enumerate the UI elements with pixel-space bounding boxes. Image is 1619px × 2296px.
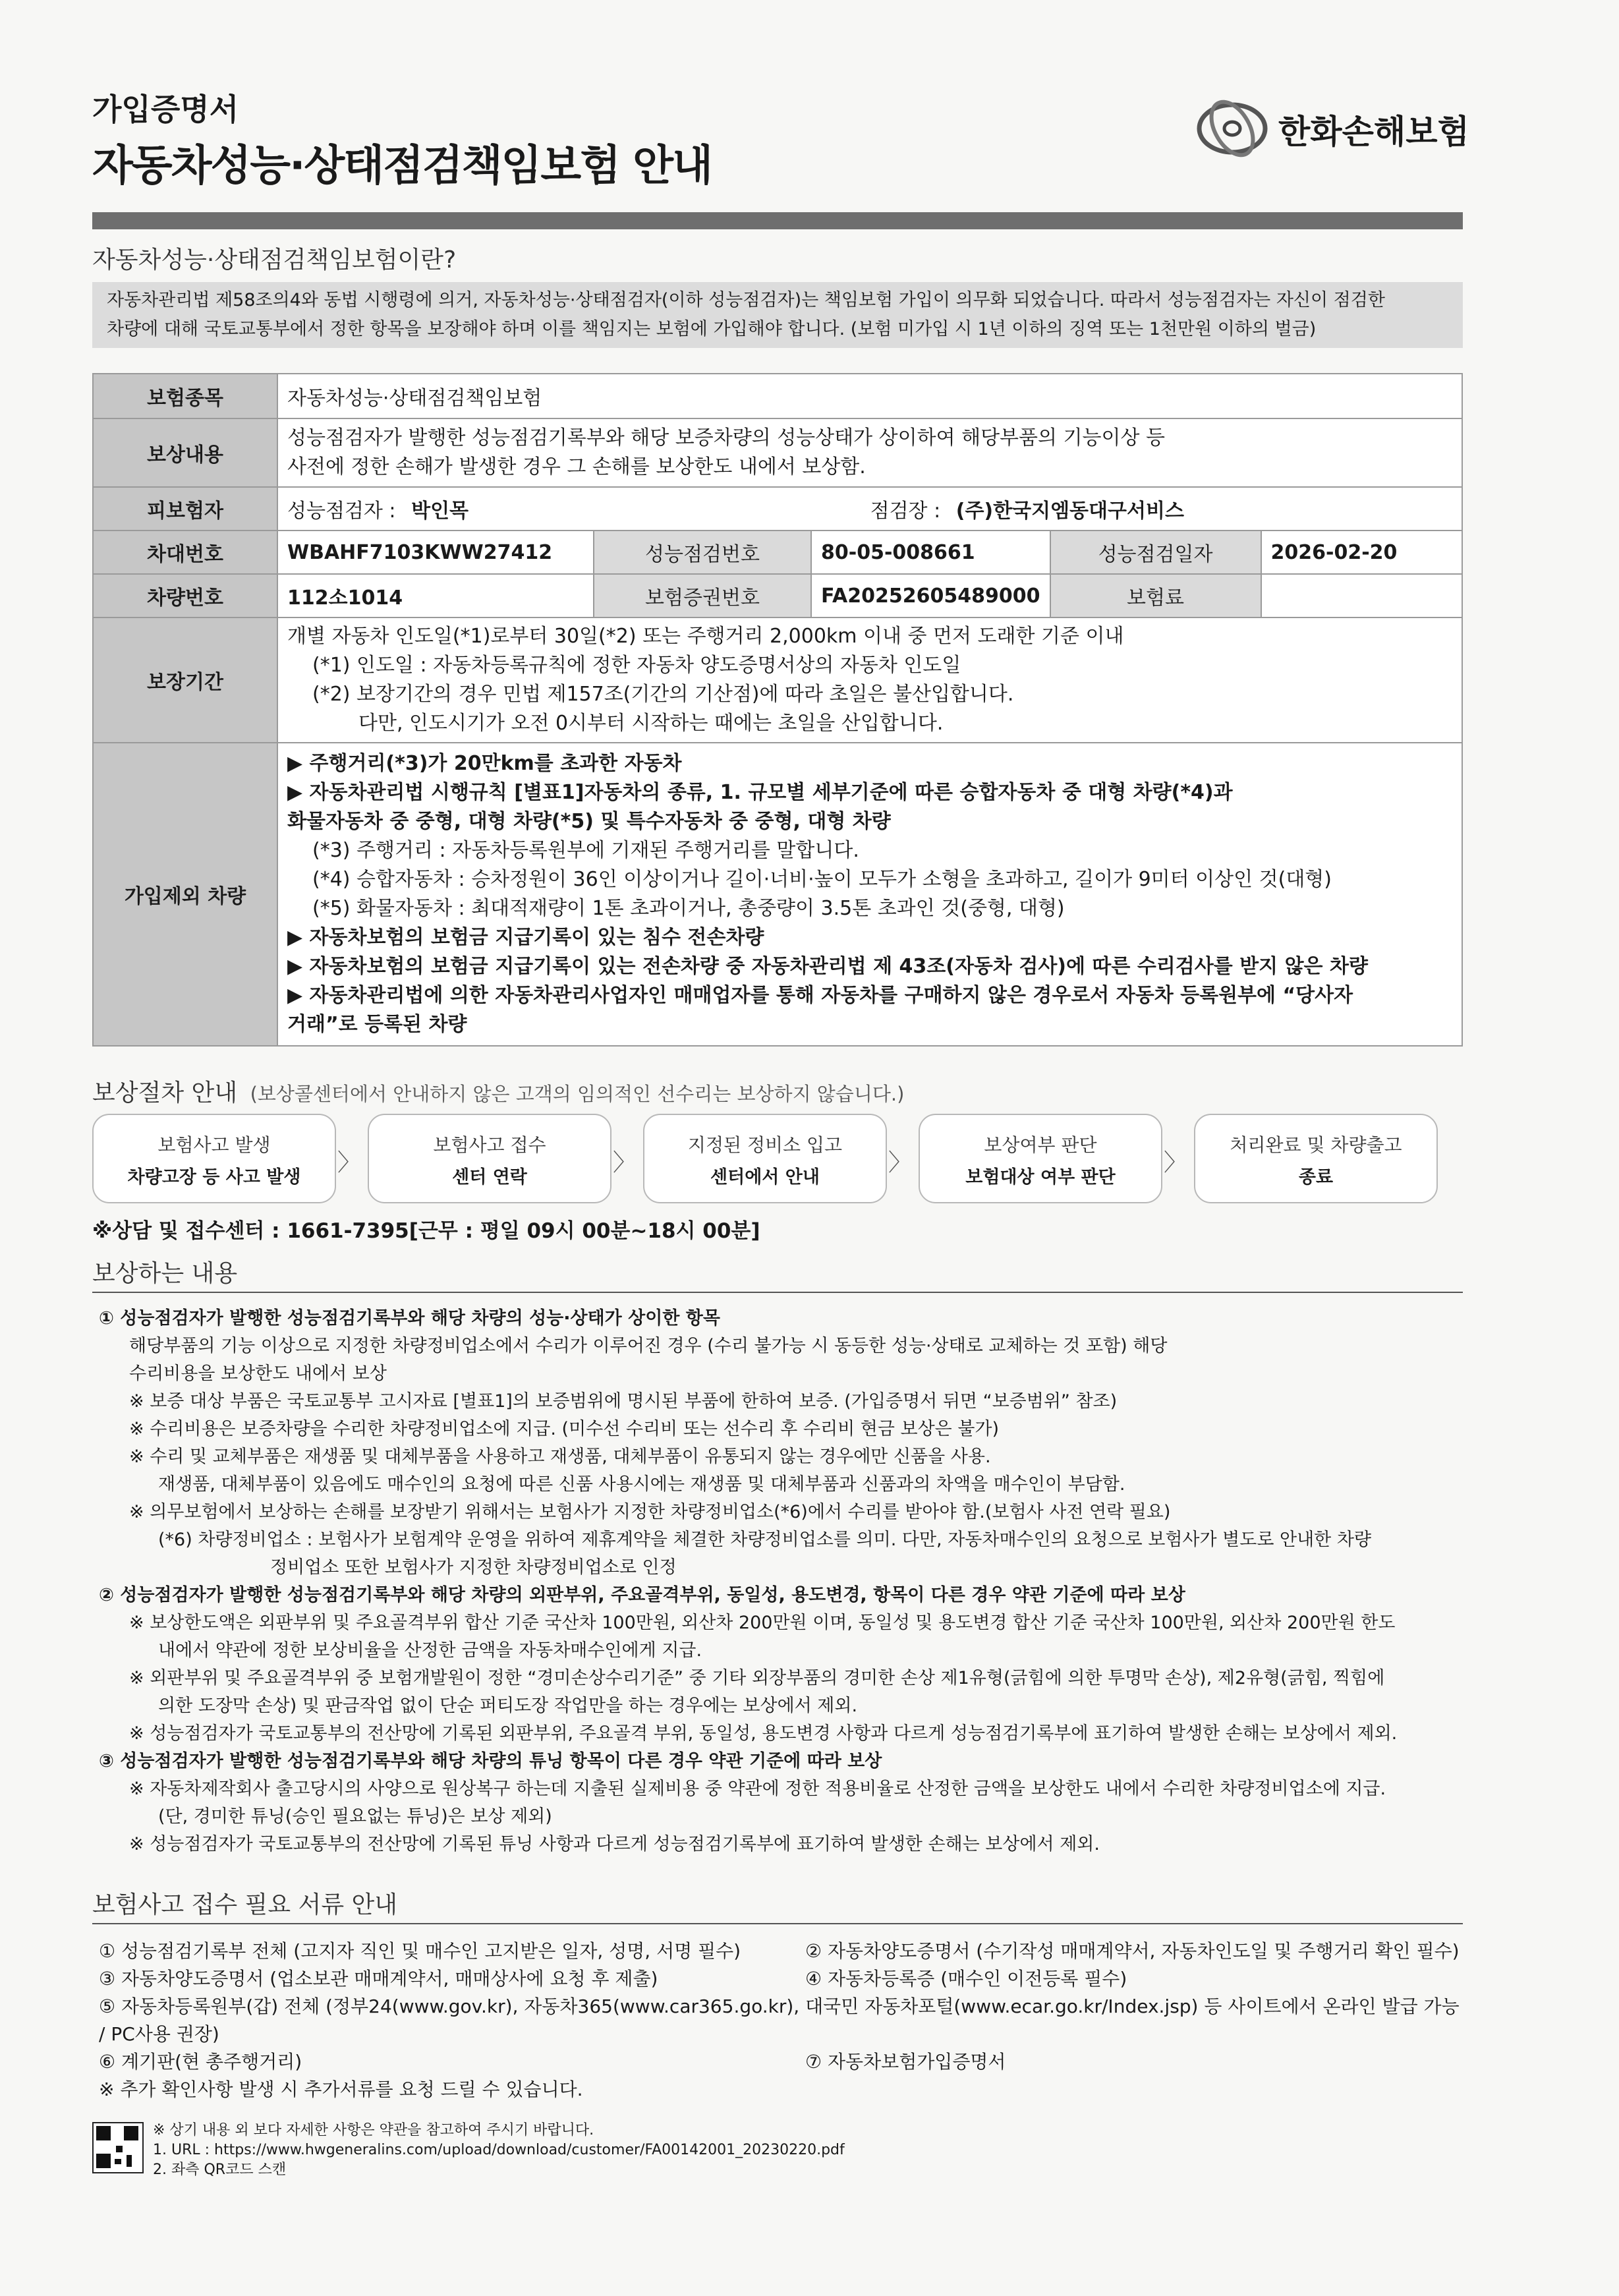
- coverage-line: ※ 보증 대상 부품은 국토교통부 고시자료 [별표1]의 보증범위에 명시된 부품에 한하여 보증. (가입증명서 뒤면 “보증범위” 참조): [129, 1391, 1118, 1412]
- document-item: ⑦ 자동차보험가입증명서: [805, 2051, 1006, 2073]
- coverage-line: ① 성능점검자가 발행한 성능점검기록부와 해당 차량의 성능·상태가 상이한 항목: [99, 1308, 720, 1329]
- step-report: [368, 1114, 611, 1203]
- coverage-line: 정비업소 또한 보험사가 지정한 차량정비업소로 인정: [270, 1557, 677, 1578]
- coverage-line: ③ 성능점검자가 발행한 성능점검기록부와 해당 차량의 튜닝 항목이 다른 경우 약관 기준에 따라 보상: [99, 1751, 882, 1771]
- exclusion-line: ▶ 자동차관리법 시행규칙 [별표1]자동차의 종류, 1. 규모별 세부기준에 따른 승합자동차 중 대형 차량(*4)과: [287, 781, 1233, 804]
- coverage-line: 해당부품의 기능 이상으로 지정한 차량정비업소에서 수리가 이루어진 경우 (수리 불가능 시 동등한 성능·상태로 교체하는 것 포함) 해당: [129, 1336, 1168, 1356]
- divider: [92, 1292, 1463, 1293]
- check-number-label: 성능점검번호: [594, 531, 811, 574]
- chevron-right-icon: 〉: [337, 1149, 362, 1176]
- exclusion-line: ▶ 주행거리(*3)가 20만km를 초과한 자동차: [287, 752, 682, 775]
- period-line: (*2) 보장기간의 경우 민법 제157조(기간의 기산점)에 따라 초일은 불산입합니다.: [312, 683, 1014, 706]
- documents-heading: 보험사고 접수 필요 서류 안내: [92, 1891, 398, 1918]
- footer-line: ※ 상기 내용 외 보다 자세한 사항은 약관을 참고하여 주시기 바랍니다.: [153, 2122, 594, 2138]
- document-item: / PC사용 권장): [99, 2023, 219, 2045]
- coverage-line: ※ 성능점검자가 국토교통부의 전산망에 기록된 튜닝 사항과 다르게 성능점검기록부에 표기하여 발생한 손해는 보상에서 제외.: [129, 1834, 1100, 1854]
- coverage-period-value: [277, 617, 1462, 743]
- coverage-line: 재생품, 대체부품이 있음에도 매수인의 요청에 따른 신품 사용시에는 재생품 및 대체부품과 신품과의 차액을 매수인이 부담함.: [158, 1474, 1125, 1495]
- terms-url-link[interactable]: 1. URL : https://www.hwgeneralins.com/upload/download/customer/FA00142001_20230220.pdf: [153, 2142, 845, 2158]
- document-item: ② 자동차양도증명서 (수기작성 매매계약서, 자동차인도일 및 주행거리 확인 필수): [805, 1940, 1460, 1962]
- exclusion-line: 거래”로 등록된 차량: [287, 1013, 467, 1036]
- coverage-line: ※ 의무보험에서 보상하는 손해를 보장받기 위해서는 보험사가 지정한 차량정비업소(*6)에서 수리를 받아야 함.(보험사 사전 연락 필요): [129, 1502, 1171, 1522]
- check-number-value: 80-05-008661: [811, 531, 1050, 574]
- document-item: ⑥ 계기판(현 총주행거리): [99, 2051, 302, 2073]
- chevron-right-icon: 〉: [888, 1149, 913, 1176]
- document-note: ※ 추가 확인사항 발생 시 추가서류를 요청 드릴 수 있습니다.: [99, 2079, 583, 2100]
- step-judgement: [919, 1114, 1162, 1203]
- document-item: ④ 자동차등록증 (매수인 이전등록 필수): [805, 1968, 1127, 1990]
- document-title: 자동차성능·상태점검책임보험 안내: [92, 142, 712, 190]
- step-subtitle: 센터에서 안내: [710, 1167, 820, 1188]
- period-line: 다만, 인도시기가 오전 0시부터 시작하는 때에는 초일을 산입합니다.: [358, 712, 944, 735]
- step-title: 보상여부 판단: [984, 1134, 1097, 1156]
- coverage-line: ② 성능점검자가 발행한 성능점검기록부와 해당 차량의 외판부위, 주요골격부위, 동일성, 용도변경, 항목이 다른 경우 약관 기준에 따라 보상: [99, 1585, 1185, 1605]
- step-title: 보험사고 발생: [157, 1134, 271, 1156]
- exclusion-line: 화물자동차 중 중형, 대형 차량(*5) 및 특수자동차 중 중형, 대형 차량: [287, 810, 891, 833]
- coverage-content-label: 보상내용: [93, 418, 277, 487]
- step-title: 지정된 정비소 입고: [687, 1134, 843, 1156]
- period-line: 개별 자동차 인도일(*1)로부터 30일(*2) 또는 주행거리 2,000km 이내 중 먼저 도래한 기준 이내: [287, 625, 1124, 648]
- exclusion-line: ▶ 자동차보험의 보험금 지급기록이 있는 침수 전손차량: [287, 926, 764, 949]
- inspection-site-name: (주)한국지엠동대구서비스: [955, 500, 1184, 523]
- coverage-details: [99, 1305, 1469, 1858]
- coverage-line: ※ 수리비용은 보증차량을 수리한 차량정비업소에 지급. (미수선 수리비 또는 선수리 후 수리비 현금 보상은 불가): [129, 1419, 1000, 1439]
- insured-label: 피보험자: [93, 487, 277, 531]
- excluded-vehicles-value: [277, 743, 1462, 1046]
- intro-line: 차량에 대해 국토교통부에서 정한 항목을 보장해야 하며 이를 책임지는 보험에 가입해야 합니다. (보험 미가입 시 1년 이하의 징역 또는 1천만원 이하의 벌금): [107, 319, 1317, 339]
- inspector-name: 박인목: [411, 500, 469, 523]
- inspection-site-label: 점검장 :: [870, 500, 941, 523]
- step-repair-shop: [643, 1114, 887, 1203]
- exclusion-line: ▶ 자동차관리법에 의한 자동차관리사업자인 매매업자를 통해 자동차를 구매하지 않은 경우로서 자동차 등록원부에 “당사자: [287, 984, 1353, 1007]
- coverage-line: ※ 보상한도액은 외판부위 및 주요골격부위 합산 기준 국산차 100만원, 외산차 200만원 이며, 동일성 및 용도변경 합산 기준 국산차 100만원, 외산차 200만원 한도: [129, 1613, 1396, 1633]
- step-title: 처리완료 및 차량출고: [1230, 1134, 1402, 1156]
- coverage-heading: 보상하는 내용: [92, 1260, 238, 1287]
- coverage-line: 의한 도장막 손상) 및 판금작업 없이 단순 퍼티도장 작업만을 하는 경우에는 보상에서 제외.: [158, 1696, 858, 1716]
- coverage-content-line: 성능점검자가 발행한 성능점검기록부와 해당 보증차량의 성능상태가 상이하여 해당부품의 기능이상 등: [287, 426, 1165, 449]
- exclusion-line: (*4) 승합자동차 : 승차정원이 36인 이상이거나 길이·너비·높이 모두가 소형을 초과하고, 길이가 9미터 이상인 것(대형): [312, 868, 1332, 891]
- certificate-number-label: 보험증권번호: [594, 574, 811, 617]
- coverage-line: ※ 외판부위 및 주요골격부위 중 보험개발원이 정한 “경미손상수리기준” 중 기타 외장부품의 경미한 손상 제1유형(긁힘에 의한 투명막 손상), 제2유형(긁힘, 찍힘에: [129, 1668, 1385, 1688]
- step-subtitle: 보험대상 여부 판단: [965, 1167, 1116, 1188]
- exclusion-line: (*3) 주행거리 : 자동차등록원부에 기재된 주행거리를 말합니다.: [312, 839, 859, 862]
- insurance-type-value: 자동차성능·상태점검책임보험: [277, 374, 1462, 418]
- vin-value: WBAHF7103KWW27412: [277, 531, 594, 574]
- coverage-content-line: 사전에 정한 손해가 발생한 경우 그 손해를 보상한도 내에서 보상함.: [287, 455, 866, 478]
- certificate-number-value: FA20252605489000: [811, 574, 1050, 617]
- premium-value: [1261, 574, 1462, 617]
- insurance-type-label: 보험종목: [93, 374, 277, 418]
- coverage-content-value: [277, 418, 1462, 487]
- chevron-right-icon: 〉: [1164, 1149, 1188, 1176]
- intro-heading: 자동차성능·상태점검책임보험이란?: [92, 246, 457, 273]
- insured-value: [277, 487, 1462, 531]
- step-accident: [92, 1114, 336, 1203]
- coverage-line: ※ 성능점검자가 국토교통부의 전산망에 기록된 외판부위, 주요골격 부위, 동일성, 용도변경 사항과 다르게 성능점검기록부에 표기하여 발생한 손해는 보상에서 제외.: [129, 1723, 1398, 1744]
- coverage-line: ※ 수리 및 교체부품은 재생품 및 대체부품을 사용하고 재생품, 대체부품이 유통되지 않는 경우에만 신품을 사용.: [129, 1447, 991, 1467]
- step-subtitle: 차량고장 등 사고 발생: [127, 1167, 301, 1188]
- chevron-right-icon: 〉: [613, 1149, 637, 1176]
- contact-center: ※상담 및 접수센터 : 1661-7395[근무 : 평일 09시 00분~18시 00분]: [92, 1219, 760, 1243]
- coverage-line: ※ 자동차제작회사 출고당시의 사양으로 원상복구 하는데 지출된 실제비용 중 약관에 정한 적용비율로 산정한 금액을 보상한도 내에서 수리한 차량정비업소에 지급.: [129, 1779, 1386, 1799]
- insurance-info-table: [92, 373, 1463, 1047]
- coverage-period-label: 보장기간: [93, 617, 277, 743]
- coverage-line: 수리비용을 보상한도 내에서 보상: [129, 1363, 387, 1384]
- document-subtitle: 가입증명서: [92, 92, 239, 127]
- step-complete: [1194, 1114, 1438, 1203]
- coverage-line: (*6) 차량정비업소 : 보험사가 보험계약 운영을 위하여 제휴계약을 체결한 차량정비업소를 의미. 다만, 자동차매수인의 요청으로 보험사가 별도로 안내한 차량: [158, 1530, 1371, 1550]
- check-date-label: 성능점검일자: [1050, 531, 1261, 574]
- premium-label: 보험료: [1050, 574, 1261, 617]
- excluded-vehicles-label: 가입제외 차량: [93, 743, 277, 1046]
- vin-label: 차대번호: [93, 531, 277, 574]
- footer-notes: [153, 2121, 845, 2180]
- brand-name: 한화손해보험: [1278, 113, 1469, 151]
- document-item: ⑤ 자동차등록원부(갑) 전체 (정부24(www.gov.kr), 자동차365(www.car365.go.kr), 대국민 자동차포털(www.ecar.go.kr/Index.jsp) 등 사이트에서 온라인 발급 가능: [99, 1995, 1460, 2017]
- coverage-line: 내에서 약관에 정한 보상비율을 산정한 금액을 자동차매수인에게 지급.: [158, 1640, 702, 1661]
- header-band: [92, 212, 1463, 229]
- plate-label: 차량번호: [93, 574, 277, 617]
- brand-logo: [1193, 92, 1483, 165]
- qr-code[interactable]: [92, 2122, 144, 2173]
- exclusion-line: (*5) 화물자동차 : 최대적재량이 1톤 초과이거나, 총중량이 3.5톤 초과인 것(중형, 대형): [312, 897, 1065, 920]
- step-title: 보험사고 접수: [433, 1134, 546, 1156]
- divider: [92, 1923, 1463, 1924]
- brand-mark-icon: [1193, 92, 1272, 165]
- intro-line: 자동차관리법 제58조의4와 동법 시행령에 의거, 자동차성능·상태점검자(이하 성능점검자)는 책임보험 가입이 의무화 되었습니다. 따라서 성능점검자는 자신이 점검한: [107, 290, 1385, 310]
- exclusion-line: ▶ 자동차보험의 보험금 지급기록이 있는 전손차량 중 자동차관리법 제 43조(자동차 검사)에 따른 수리검사를 받지 않은 차량: [287, 955, 1368, 978]
- period-line: (*1) 인도일 : 자동차등록규칙에 정한 자동차 양도증명서상의 자동차 인도일: [312, 654, 961, 677]
- claim-procedure-steps: [92, 1114, 1463, 1206]
- procedure-heading: 보상절차 안내: [92, 1079, 238, 1106]
- footer-line: 2. 좌측 QR코드 스캔: [153, 2162, 287, 2178]
- intro-box: [92, 282, 1463, 348]
- inspector-label: 성능점검자 :: [287, 500, 396, 523]
- step-subtitle: 종료: [1298, 1167, 1334, 1188]
- procedure-note: (보상콜센터에서 안내하지 않은 고객의 임의적인 선수리는 보상하지 않습니다.): [250, 1083, 905, 1105]
- check-date-value: 2026-02-20: [1261, 531, 1462, 574]
- document-item: ③ 자동차양도증명서 (업소보관 매매계약서, 매매상사에 요청 후 제출): [99, 1968, 658, 1990]
- step-subtitle: 센터 연락: [452, 1167, 527, 1188]
- procedure-heading-row: [92, 1074, 904, 1108]
- coverage-line: (단, 경미한 튜닝(승인 필요없는 튜닝)은 보상 제외): [158, 1806, 552, 1827]
- document-item: ① 성능점검기록부 전체 (고지자 직인 및 매수인 고지받은 일자, 성명, 서명 필수): [99, 1940, 741, 1962]
- plate-value: 112소1014: [277, 574, 594, 617]
